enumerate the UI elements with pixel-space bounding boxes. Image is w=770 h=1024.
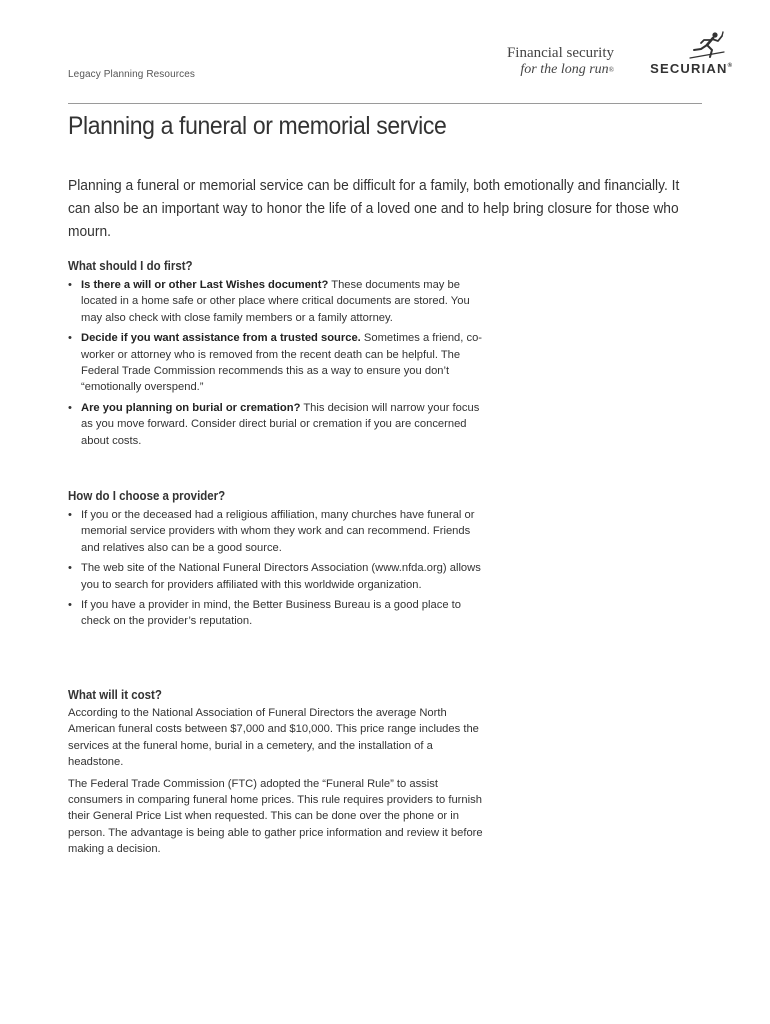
list-item <box>68 400 488 449</box>
tagline-line1: Financial security <box>506 45 614 61</box>
tagline-line2-text: for the long run <box>520 62 609 77</box>
bullet-list <box>68 277 488 449</box>
section-what-first <box>68 259 488 449</box>
bullet: • <box>68 562 72 575</box>
page-title: Planning a funeral or memorial service <box>68 112 447 140</box>
section-heading: What will it cost? <box>68 688 162 702</box>
list-item <box>68 277 488 326</box>
bullet-list <box>68 507 488 630</box>
list-item <box>68 560 488 593</box>
bullet: • <box>68 332 72 345</box>
cost-paragraph: According to the National Association of Funeral Directors the average North American funeral costs between $7,000 and $10,000. This price range includes the services at the funeral home, burial in a cemetery, and the installation of a headstone. <box>68 707 479 769</box>
securian-logo <box>632 30 732 80</box>
ftc-paragraph: The Federal Trade Commission (FTC) adopted the “Funeral Rule” to assist consumers in comparing funeral home prices. This rule requires providers to furnish their General Price List when requested. This can be done over the phone or in person. The advantage is being able to gather price information and review it before making a decision. <box>68 777 483 856</box>
section-heading: How do I choose a provider? <box>68 489 226 503</box>
bullet: • <box>68 599 72 612</box>
list-item-text: This decision will narrow your focus as you move forward. Consider direct burial or cremation if you are concerned about costs. <box>81 401 480 447</box>
list-item-lead: Decide if you want assistance from a trusted source. <box>81 332 361 345</box>
tagline-line2 <box>507 62 614 78</box>
brand-mark: ® <box>727 63 732 69</box>
runner-icon <box>688 30 728 60</box>
list-item-text: If you have a provider in mind, the Better Business Bureau is a good place to check on the provider’s reputation. <box>81 599 461 628</box>
bullet: • <box>68 509 72 521</box>
list-item <box>68 507 488 556</box>
tagline <box>507 45 614 78</box>
list-item-text: The web site of the National Funeral Directors Association (www.nfda.org) allows you to search for providers affiliated with this worldwide organization. <box>81 562 481 591</box>
list-item-text: These documents may be located in a home safe or other place where critical documents are stored. You may also check with close family members or a family attorney. <box>81 279 470 324</box>
bullet: • <box>68 279 72 291</box>
intro-paragraph: Planning a funeral or memorial service can be difficult for a family, both emotionally and financially. It can also be an important way to honor the life of a loved one and to help bring closure for those who mourn. <box>68 177 680 240</box>
section-label: Legacy Planning Resources <box>68 69 196 80</box>
section-heading: What should I do first? <box>68 259 193 273</box>
list-item-text: If you or the deceased had a religious affiliation, many churches have funeral or memorial service providers with whom they work and can recommend. Friends and relatives also can be a good source. <box>81 509 475 554</box>
list-item <box>68 597 488 630</box>
section-cost <box>68 688 488 858</box>
header-divider <box>68 103 702 104</box>
section-choose-provider <box>68 489 488 630</box>
list-item-lead: Is there a will or other Last Wishes document? <box>81 279 329 291</box>
list-item <box>68 330 488 396</box>
list-item-lead: Are you planning on burial or cremation? <box>81 401 301 414</box>
brand-wordmark <box>650 61 732 76</box>
list-item-text: Sometimes a friend, co-worker or attorney who is removed from the recent death can be helpful. The Federal Trade Commission recommends this as a way to ensure you don’t “emotionally overspend.” <box>81 332 483 394</box>
brand-name: SECURIAN <box>650 61 728 76</box>
bullet: • <box>68 401 72 414</box>
tagline-mark: ® <box>608 66 614 74</box>
